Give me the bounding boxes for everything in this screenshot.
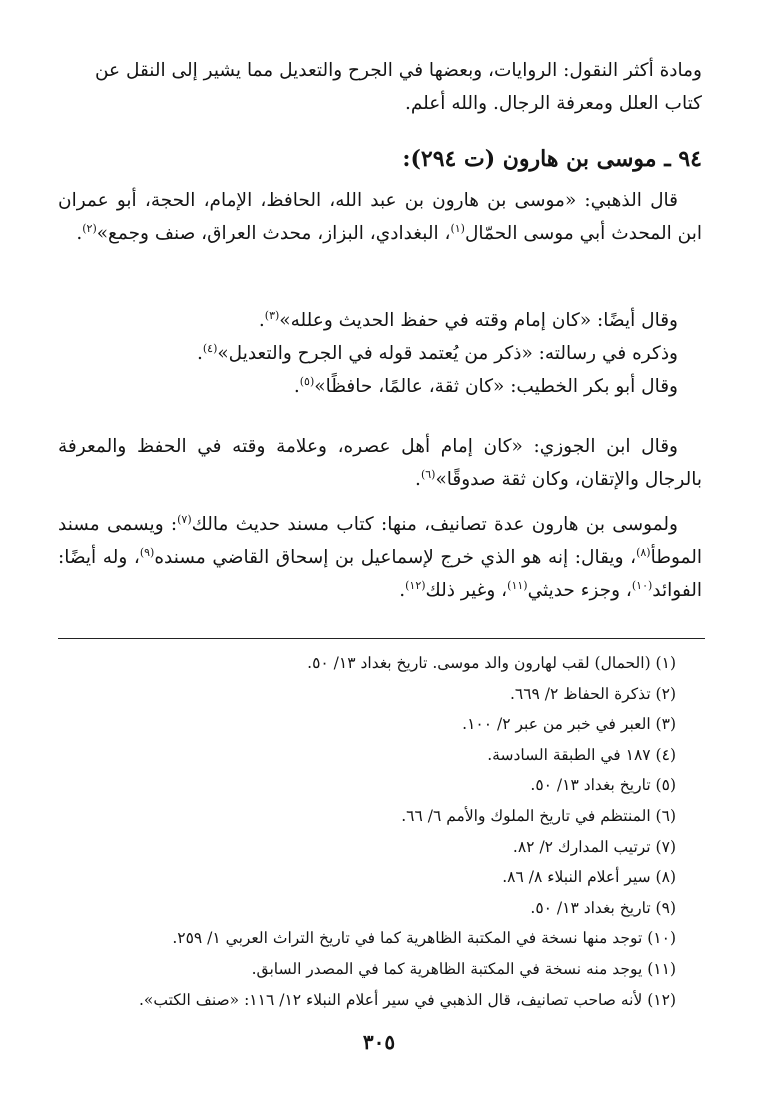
paragraph-risala: وذكره في رسالته: «ذكر من يُعتمد قوله في الجرح والتعديل»$^{(٤)}$.: [196, 341, 678, 364]
footnote-ref-2: (٢): [82, 221, 97, 235]
p3-text: وذكره في رسالته: «ذكر من يُعتمد قوله في الجرح والتعديل»: [217, 343, 678, 364]
paragraph-works: ولموسى بن هارون عدة تصانيف، منها: كتاب مسند حديث مالك$^{(٧)}$: ويسمى مسند الموطأ$^{(٨)}$، ويقال: إنه هو الذي خرج لإسماعيل بن إسحاق القاضي مسنده$^{(٩)}$، وله أيضًا: الفوائد$^{(١٠)}$، وجزء حديثي$^{(١١)}$، وغير ذلك$^{(١٢)}$.: [58, 512, 702, 601]
footnote: (٨) سير أعلام النبلاء ٨/ ٨٦.: [502, 868, 676, 887]
footnote: (٥) تاريخ بغداد ١٣/ ٥٠.: [530, 776, 676, 795]
section-heading: ٩٤ ـ موسى بن هارون (ت ٢٩٤):: [402, 146, 702, 172]
footnote-ref-8: (٨): [636, 545, 651, 559]
paragraph-khatib: وقال أبو بكر الخطيب: «كان ثقة، عالمًا، حافظًا»$^{(٥)}$.: [293, 374, 678, 397]
footnote-ref-6: (٦): [420, 467, 436, 481]
p2-text: وقال أيضًا: «كان إمام وقته في حفظ الحديث وعلله»: [279, 310, 678, 331]
intro-line-1: ومادة أكثر النقول: الروايات، وبعضها في الجرح والتعديل مما يشير إلى النقل عن: [94, 60, 702, 81]
p1-text-a: قال الذهبي: «موسى بن هارون بن عبد الله، الحافظ، الإمام، الحجة، أبو عمران ابن المحدث أبي موسى الحمّال: [58, 190, 702, 244]
paragraph-ibn-jawzi: وقال ابن الجوزي: «كان إمام أهل عصره، وعلامة وقته في الحفظ والمعرفة بالرجال والإتقان، وكان ثقة صدوقًا»$^{(٦)}$.: [58, 436, 702, 490]
footnotes-list: [40, 648, 676, 1015]
footnote: (٢) تذكرة الحفاظ ٢/ ٦٦٩.: [509, 684, 676, 703]
paragraph-group-quotes: [58, 304, 702, 403]
footnote-ref-12: (١٢): [405, 578, 426, 592]
footnote-divider: [58, 638, 705, 639]
footnote: (١٠) توجد منها نسخة في المكتبة الظاهرية كما في تاريخ التراث العربي ١/ ٢٥٩.: [172, 929, 676, 948]
footnote-ref-3: (٣): [264, 308, 280, 322]
footnote: (٣) العبر في خبر من عبر ٢/ ١٠٠.: [462, 715, 676, 734]
p5-text: وقال ابن الجوزي: «كان إمام أهل عصره، وعلامة وقته في الحفظ والمعرفة بالرجال والإتقان، وكان ثقة صدوقًا»: [58, 436, 702, 490]
footnote: (٩) تاريخ بغداد ١٣/ ٥٠.: [530, 898, 676, 917]
footnote: (١٢) لأنه صاحب تصانيف، قال الذهبي في سير أعلام النبلاء ١٢/ ١١٦: «صنف الكتب».: [138, 990, 676, 1009]
paragraph-also-said: وقال أيضًا: «كان إمام وقته في حفظ الحديث وعلله»$^{(٣)}$.: [258, 308, 678, 331]
intro-paragraph: [58, 54, 702, 120]
footnote-ref-11: (١١): [507, 578, 528, 592]
footnote: (٦) المنتظم في تاريخ الملوك والأمم ٦/ ٦٦.: [401, 806, 676, 825]
p4-text: وقال أبو بكر الخطيب: «كان ثقة، عالمًا، حافظًا»: [314, 376, 678, 397]
footnote: (١) (الحمال) لقب لهارون والد موسى. تاريخ بغداد ١٣/ ٥٠.: [307, 654, 676, 672]
footnote-ref-10: (١٠): [631, 578, 653, 592]
footnote: (١١) يوجد منه نسخة في المكتبة الظاهرية كما في المصدر السابق.: [251, 959, 676, 978]
intro-line-2: كتاب العلل ومعرفة الرجال. والله أعلم.: [404, 93, 702, 114]
page-number: ٣٠٥: [362, 1030, 396, 1054]
paragraph-dhahabi-quote: [58, 184, 702, 250]
footnote-ref-5: (٥): [299, 374, 315, 388]
footnote-ref-7: (٧): [177, 512, 192, 526]
footnote-ref-4: (٤): [202, 341, 218, 355]
p1-text-c: .: [76, 223, 83, 244]
footnote: (٧) ترتيب المدارك ٢/ ٨٢.: [512, 837, 676, 856]
p1-text-b: ، البغدادي، البزاز، محدث العراق، صنف وجمع»: [96, 223, 451, 244]
footnote-ref-9: (٩): [139, 545, 155, 559]
footnote: (٤) ١٨٧ في الطبقة السادسة.: [487, 745, 676, 764]
footnote-ref-1: (١): [450, 221, 465, 235]
p6-text-a: ولموسى بن هارون عدة تصانيف، منها: كتاب مسند حديث مالك: [191, 514, 678, 535]
